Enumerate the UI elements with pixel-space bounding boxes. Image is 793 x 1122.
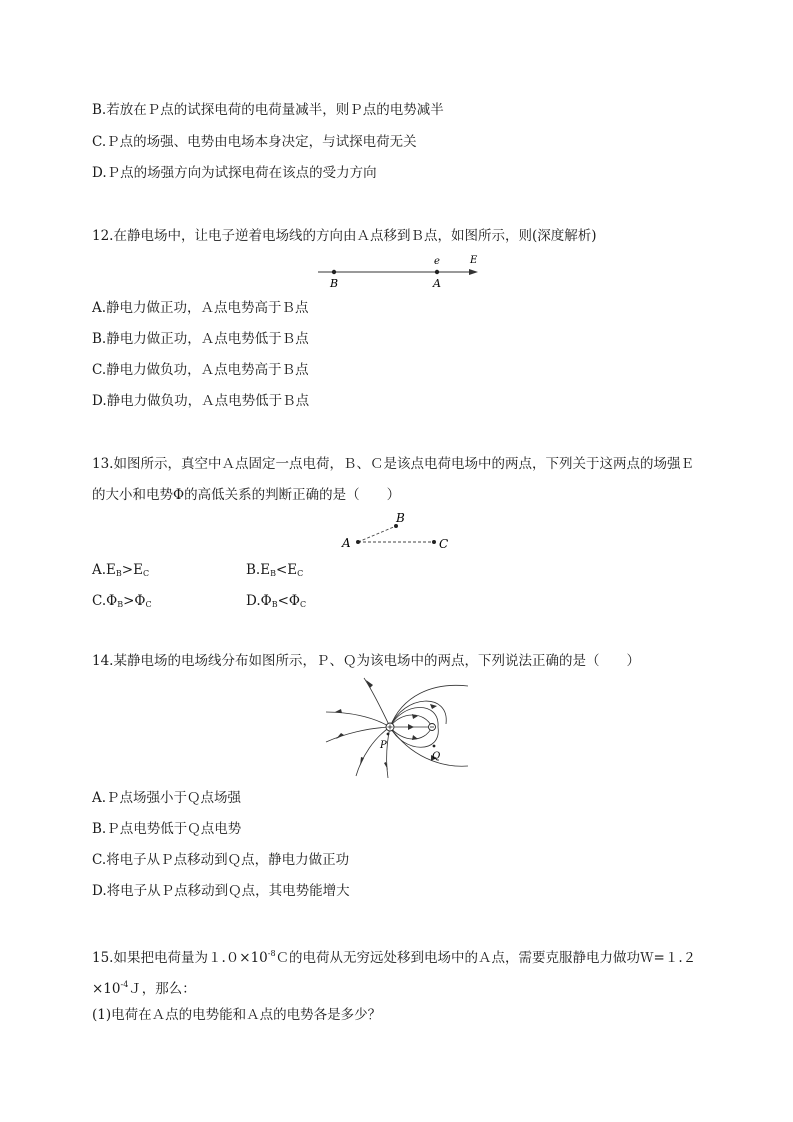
- field-arrow-icon: [469, 269, 478, 275]
- point-q: [433, 745, 436, 748]
- field-line-outer-lower-left: [356, 727, 390, 776]
- q11-option-d: D.Ｐ点的场强方向为试探电荷在该点的受力方向: [92, 165, 377, 181]
- q13-option-d: $D.\Phi_B<\Phi_C$: [246, 593, 307, 609]
- arrow-icon: [384, 762, 388, 770]
- point-c: [432, 540, 436, 544]
- arrow-icon: [360, 757, 364, 766]
- q11-option-b: B.若放在Ｐ点的试探电荷的电荷量减半，则Ｐ点的电势减半: [92, 102, 444, 118]
- point-a: [356, 540, 360, 544]
- q13-option-b: $B.E_B<E_C$: [246, 562, 304, 578]
- field-line-outer-upper-right: [390, 685, 468, 727]
- point-b: [332, 270, 336, 274]
- label-a: A: [433, 277, 441, 290]
- label-p: P: [380, 740, 387, 751]
- q15-sub1: (1)电荷在Ａ点的电势能和Ａ点的电势各是多少？: [92, 1007, 382, 1023]
- field-line-inner-3: [390, 727, 432, 739]
- arrow-icon: [366, 680, 373, 688]
- q14-option-c: C.将电子从Ｐ点移动到Ｑ点，静电力做正功: [92, 852, 350, 868]
- q13-figure: [336, 508, 456, 554]
- q12-option-b: B.静电力做正功，Ａ点电势低于Ｂ点: [92, 331, 309, 347]
- q13-stem-line1: 13.如图所示，真空中Ａ点固定一点电荷，Ｂ、Ｃ是该点电荷电场中的两点，下列关于这两点的场强Ｅ: [92, 456, 694, 472]
- label-b: B: [396, 511, 405, 525]
- field-line-outer-top: [364, 678, 390, 727]
- q14-figure: [322, 676, 470, 780]
- q15-line1: 15.如果把电荷量为$1.0\times 10^{-8}C$的电荷从无穷远处移到电场中的Ａ点，需要克服静电力做功Ｗ=１.２: [92, 949, 697, 966]
- q13-option-c: $C.\Phi_B>\Phi_C$: [92, 593, 152, 609]
- label-e-charge: e: [434, 256, 440, 267]
- q15-line2: $\times 10^{-4}J$，那么：: [92, 980, 196, 997]
- arrow-icon: [430, 704, 437, 709]
- q13-option-a: $A.E_B>E_C$: [92, 562, 150, 578]
- q14-option-a: A.Ｐ点场强小于Ｑ点场强: [92, 790, 242, 806]
- q12-stem: 12.在静电场中，让电子逆着电场线的方向由Ａ点移到Ｂ点，如图所示，则(深度解析): [92, 228, 597, 244]
- label-b: B: [330, 277, 339, 290]
- q11-option-c: C.Ｐ点的场强、电势由电场本身决定，与试探电荷无关: [92, 134, 417, 150]
- label-c: C: [439, 537, 449, 551]
- line-ab: [358, 526, 396, 542]
- q12-option-c: C.静电力做负功，Ａ点电势高于Ｂ点: [92, 362, 309, 378]
- q12-option-d: D.静电力做负功，Ａ点电势低于Ｂ点: [92, 393, 310, 409]
- field-line-outer-upper-left: [326, 712, 390, 727]
- label-field-e: E: [470, 255, 478, 266]
- arrow-icon: [336, 733, 344, 739]
- q12-option-a: A.静电力做正功，Ａ点电势高于Ｂ点: [92, 300, 309, 316]
- q14-option-b: B.Ｐ点电势低于Ｑ点电势: [92, 821, 242, 837]
- point-a: [435, 270, 439, 274]
- q14-stem: 14.某静电场的电场线分布如图所示，Ｐ、Ｑ为该电场中的两点，下列说法正确的是（ ）: [92, 653, 640, 669]
- label-a: A: [342, 536, 351, 550]
- arrow-icon: [408, 724, 414, 730]
- q12-figure: [312, 252, 488, 292]
- q13-stem-line2: 的大小和电势Φ的高低关系的判断正确的是（ ）: [92, 487, 401, 503]
- label-q: Q: [432, 751, 441, 762]
- point-p: [387, 733, 390, 736]
- q14-option-d: D.将电子从Ｐ点移动到Ｑ点，其电势能增大: [92, 883, 350, 899]
- field-line-outer-lower-right: [390, 727, 468, 766]
- arrow-icon: [412, 735, 418, 740]
